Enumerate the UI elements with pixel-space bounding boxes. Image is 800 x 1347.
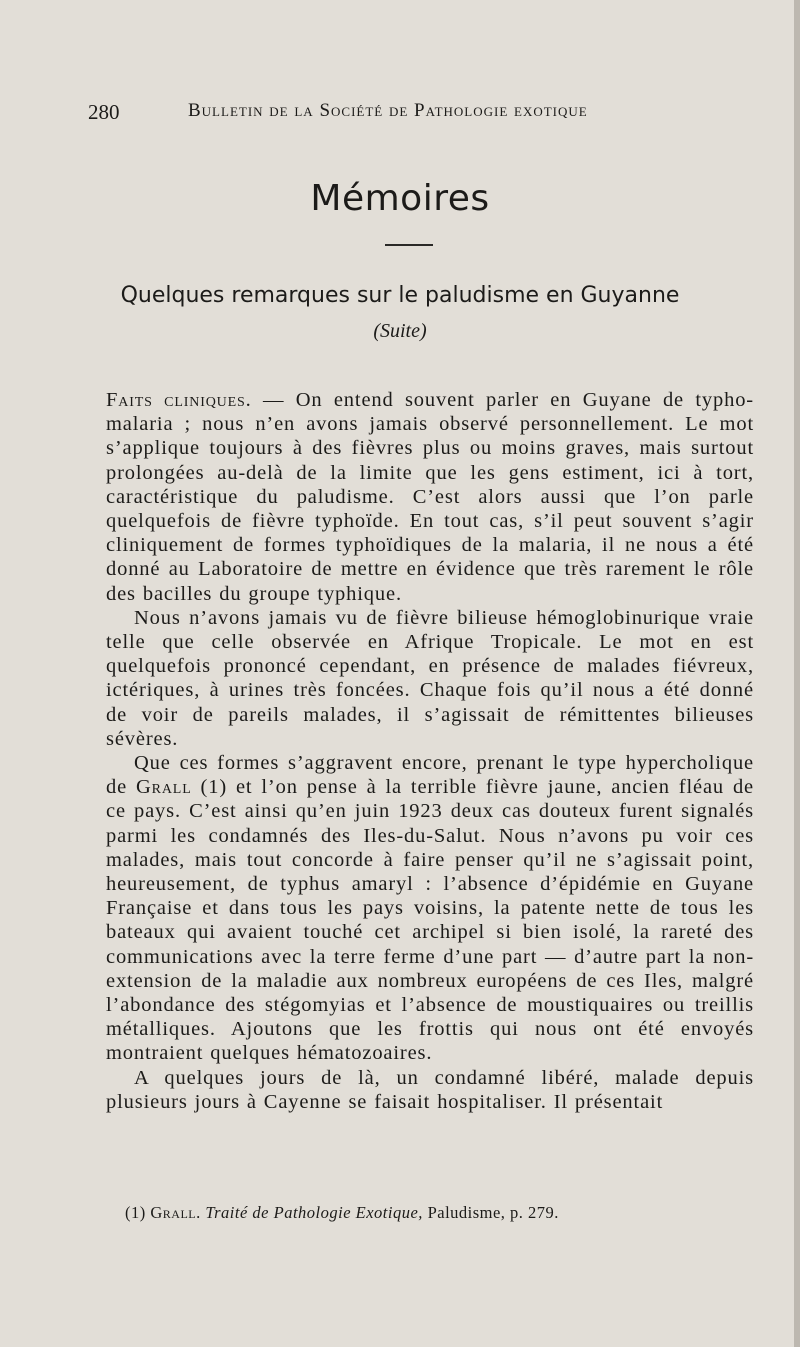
title-divider (385, 244, 433, 246)
author-name: Grall (136, 776, 192, 799)
running-header (88, 100, 648, 126)
article-body (106, 388, 754, 1114)
paragraph (106, 751, 754, 1066)
footnote-reference: Paludisme, p. 279. (422, 1203, 559, 1222)
paragraph: A quelques jours de là, un condamné libéré, malade depuis plusieurs jours à Cayenne se faisait hospitaliser. Il présentait (106, 1066, 754, 1113)
paragraph-text: Que ces formes s’aggravent encore, prenant le type hypercholique de (106, 752, 754, 799)
journal-title: Bulletin de la Société de Pathologie exotique (188, 100, 588, 121)
footnote-marker: (1) (125, 1203, 151, 1222)
article-subtitle: (Suite) (373, 320, 427, 342)
paragraph (106, 388, 754, 606)
footnote-author: Grall (150, 1203, 197, 1222)
footnote-work: Traité de Pathologie Exotique, (205, 1203, 423, 1222)
page-number: 280 (88, 100, 120, 124)
footnote (125, 1203, 765, 1223)
paragraph-lead: Faits cliniques. (106, 389, 252, 411)
paragraph-text: — On entend souvent parler en Guyane de typho-malaria ; nous n’en avons jamais observé personnellement. Le mot s’applique toujours à des fièvres plus ou moins graves, mais surtout prolongées au-delà de la limite que les gens estiment, ici à tort, caractéristique du paludisme. C’est alors aussi que l’on parle quelquefois de fièvre typhoïde. En tout cas, s’il peut souvent s’agir cliniquement de formes typhoïdiques de la malaria, il ne nous a été donné au Laboratoire de mettre en évidence que très rarement le rôle des bacilles du groupe typhique. (106, 389, 754, 605)
paragraph-text: (1) et l’on pense à la terrible fièvre jaune, ancien fléau de ce pays. C’est ainsi qu’en juin 1923 deux cas douteux furent signalés parmi les condamnés des Iles-du-Salut. Nous n’avons pu voir ces malades, mais tout concorde à faire penser qu’il ne s’agissait point, heureusement, de typhus amaryl : l’absence d’épidémie en Guyane Française et dans tous les pays voisins, la patente nette de tous les bateaux qui avaient touché cet archipel si bien isolé, la rareté des communications avec la terre ferme d’une part — d’autre part la non-extension de la maladie aux nombreux européens de ces Iles, malgré l’abondance des stégomyias et l’absence de moustiquaires ou treillis métalliques. Ajoutons que les frottis qui nous ont été envoyés montraient quelques hématozoaires. (106, 776, 754, 1065)
article-title: Quelques remarques sur le paludisme en Guyanne (120, 283, 680, 308)
paragraph: Nous n’avons jamais vu de fièvre bilieuse hémoglobinurique vraie telle que celle observée en Afrique Tropicale. Le mot en est quelquefois prononcé cependant, en présence de malades fiévreux, ictériques, à urines très foncées. Chaque fois qu’il nous a été donné de voir de pareils malades, il s’agissait de rémittentes bilieuses sévères. (106, 606, 754, 750)
footnote-separator: . (196, 1203, 206, 1222)
section-title: Mémoires (310, 178, 490, 219)
